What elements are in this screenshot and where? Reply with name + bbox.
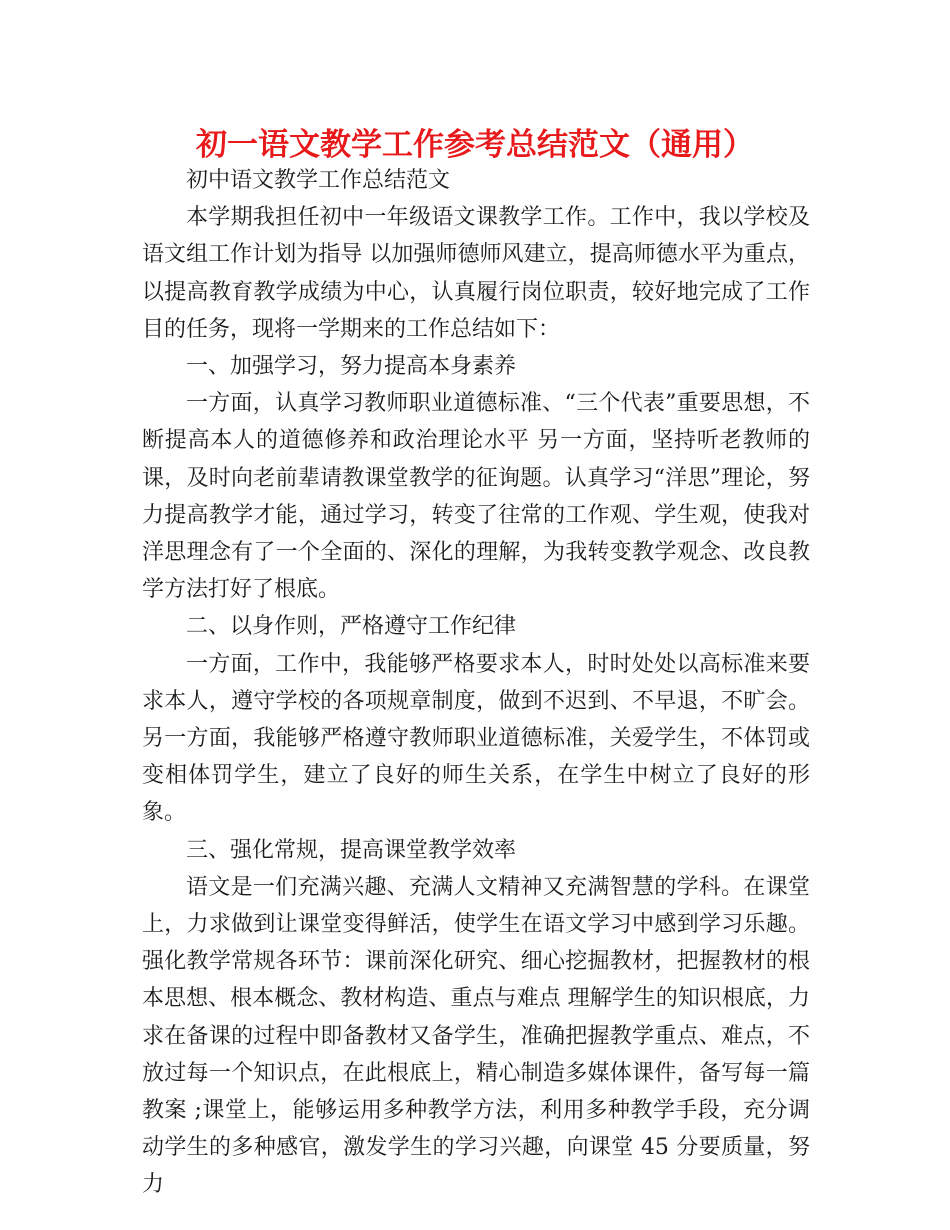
paragraph-section-1: 一方面，认真学习教师职业道德标准、“三个代表”重要思想，不断提高本人的道德修养和政治理论水平 另一方面，坚持听老教师的课，及时向老前辈请教课堂教学的征询题。认真学习“洋思”理论，努力提高教学才能，通过学习，转变了往常的工作观、学生观，使我对洋思理念有了一个全面的、深化的理解，为我转变教学观念、改良教学方法打好了根底。: [142, 391, 810, 603]
document-title: 初一语文教学工作参考总结范文（通用）: [196, 127, 754, 163]
document-body: [142, 162, 810, 1204]
paragraph-section-2: 一方面，工作中，我能够严格要求本人，时时处处以高标准来要求本人，遵守学校的各项规章制度，做到不迟到、不早退，不旷会。另一方面，我能够严格遵守教师职业道德标准，关爱学生，不体罚或变相体罚学生，建立了良好的师生关系，在学生中树立了良好的形象。: [142, 651, 810, 826]
section-heading-2: 二、以身作则，严格遵守工作纪律: [186, 614, 517, 640]
paragraph-section-3: 语文是一们充满兴趣、充满人文精神又充满智慧的学科。在课堂上，力求做到让课堂变得鲜活，使学生在语文学习中感到学习乐趣。强化教学常规各环节：课前深化研究、细心挖掘教材，把握教材的根本思想、根本概念、教材构造、重点与难点 理解学生的知识根底，力求在备课的过程中即备教材又备学生，准确把握教学重点、难点，不放过每一个知识点，在此根底上，精心制造多媒体课件，备写每一篇教案 ;课堂上，能够运用多种教学方法，利用多种教学手段，充分调动学生的多种感官，激发学生的学习兴趣，向课堂 45 分要质量，努力: [142, 874, 810, 1198]
paragraph-intro: 本学期我担任初中一年级语文课教学工作。工作中，我以学校及语文组工作计划为指导 以加强师德师风建立，提高师德水平为重点，以提高教育教学成绩为中心，认真履行岗位职责，较好地完成了工作目的任务，现将一学期来的工作总结如下：: [142, 205, 810, 342]
paragraph-subtitle: 初中语文教学工作总结范文: [186, 168, 451, 193]
section-heading-1: 一、加强学习，努力提高本身素养: [186, 354, 517, 380]
section-heading-3: 三、强化常规，提高课堂教学效率: [186, 837, 517, 863]
